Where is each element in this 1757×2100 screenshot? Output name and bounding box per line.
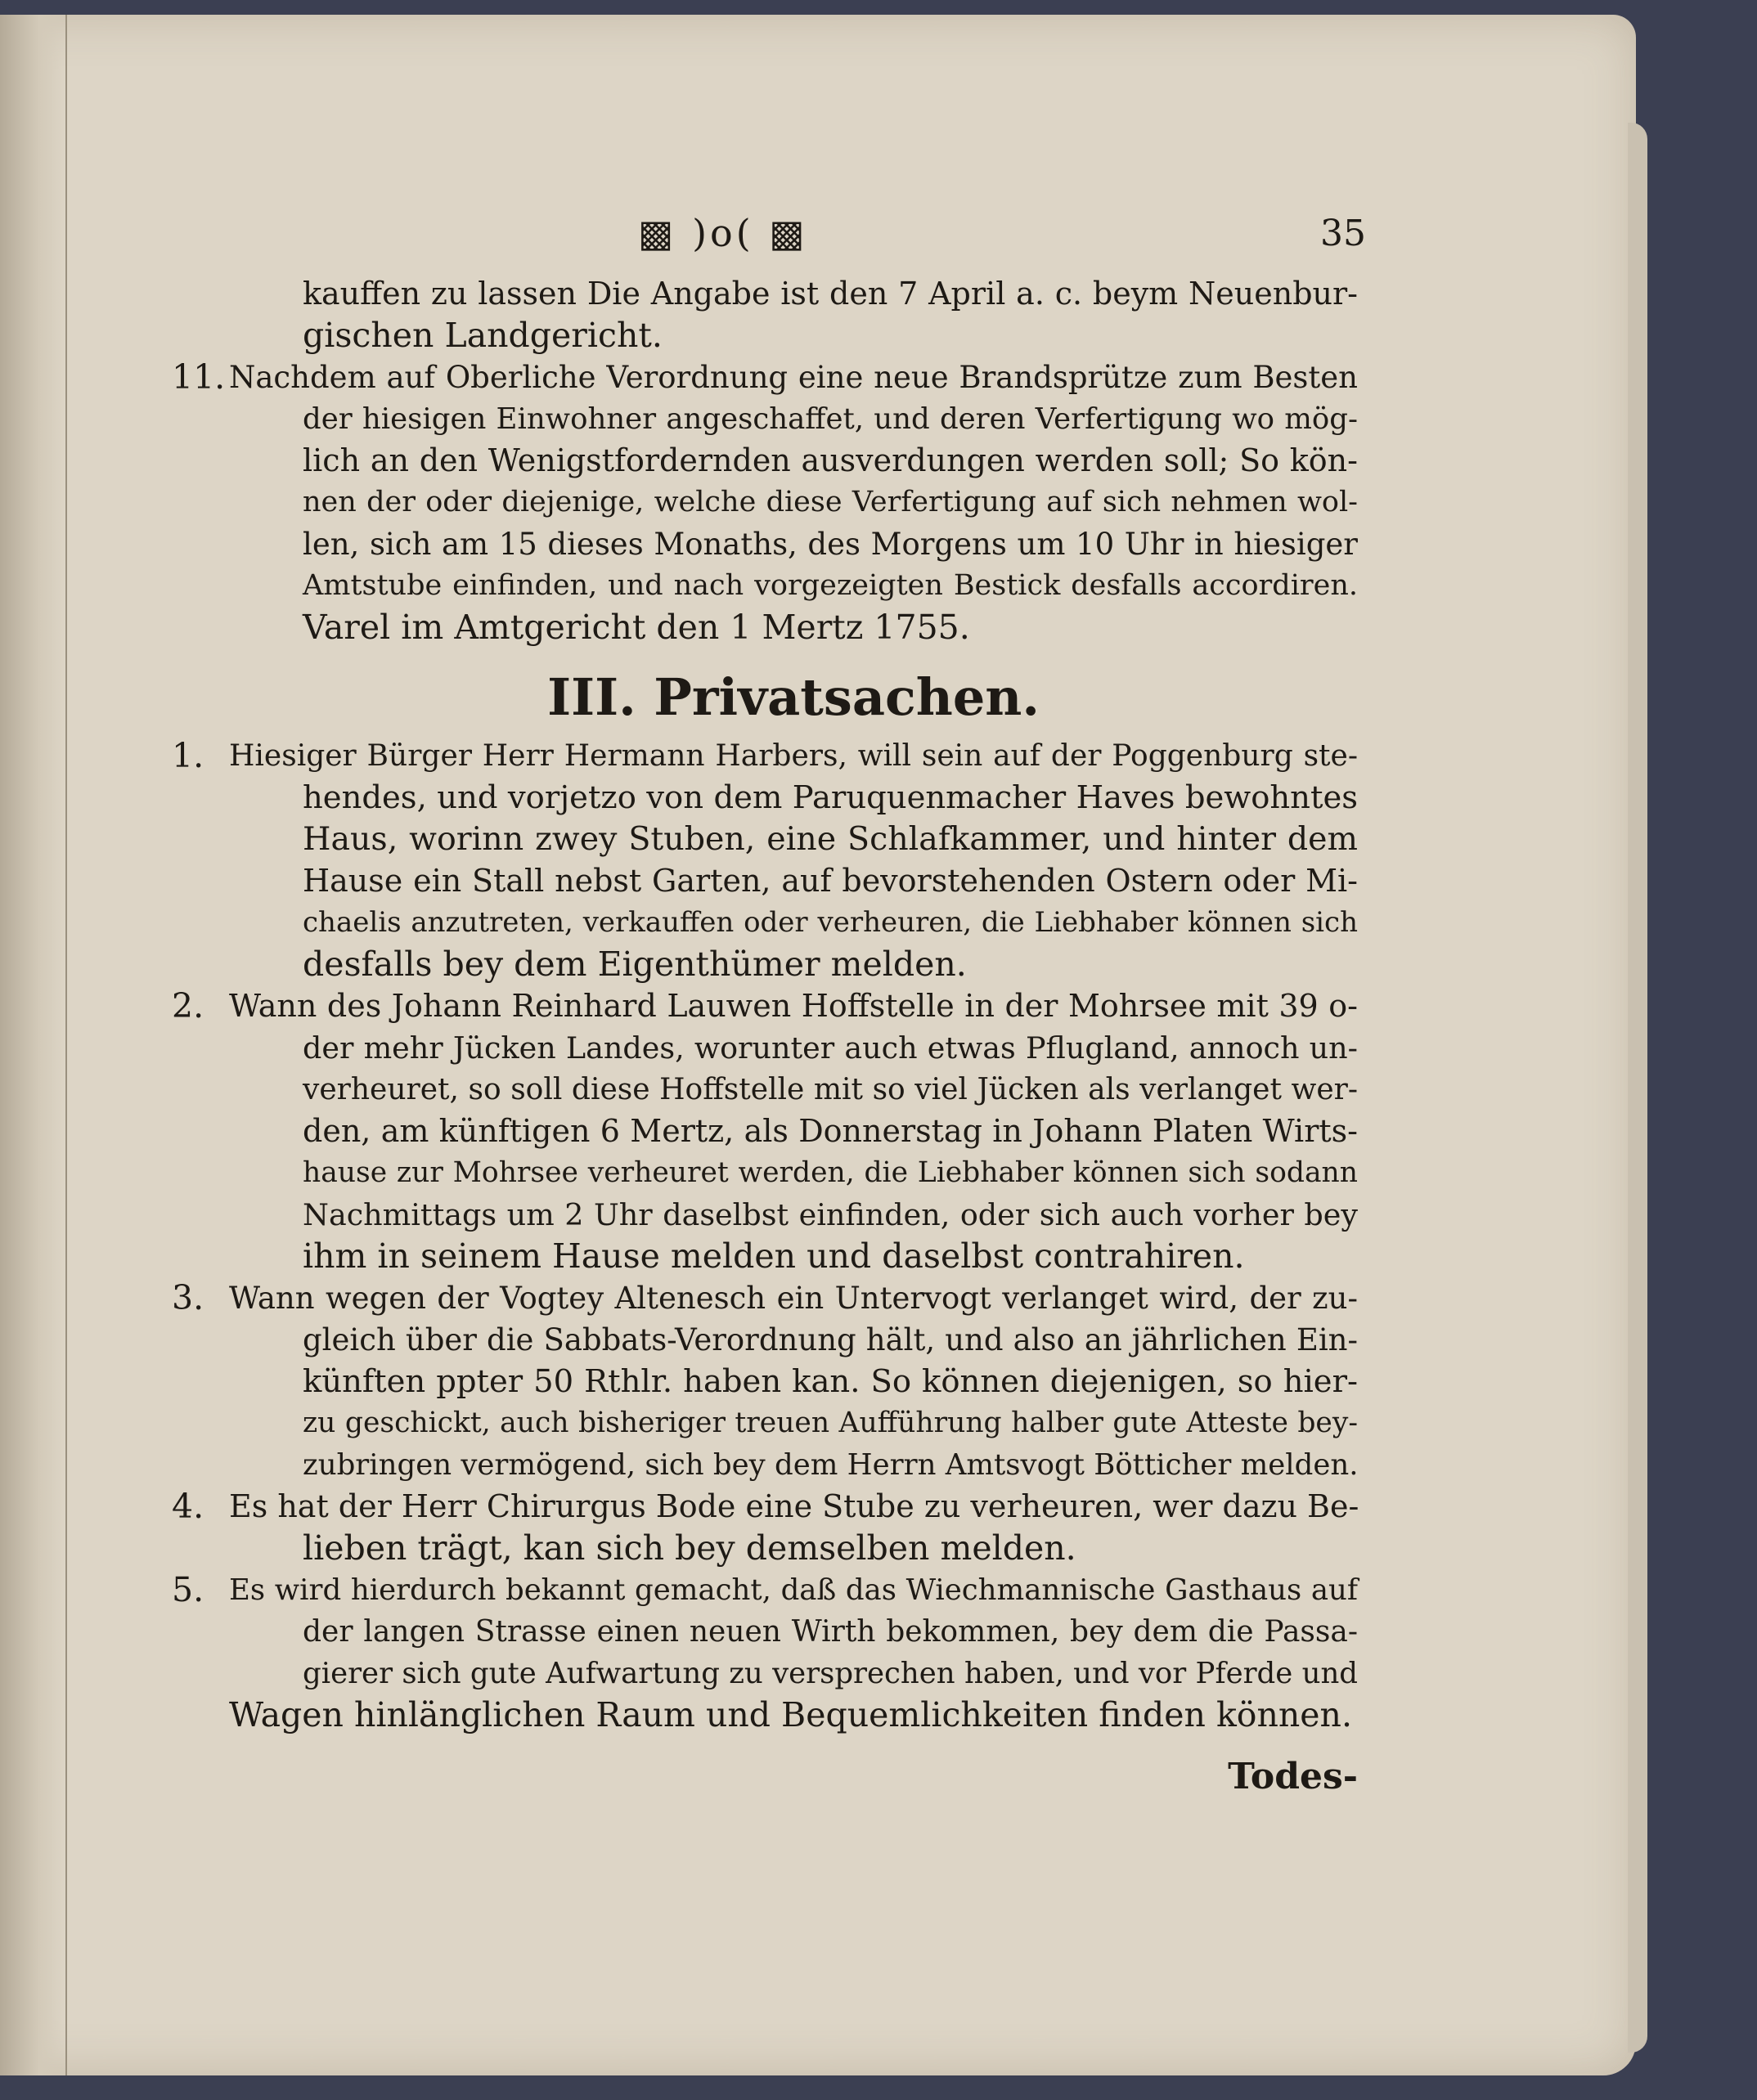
text-line: Es hat der Herr Chirurgus Bode eine Stube zu verheuren, wer dazu Be- <box>229 1488 1359 1524</box>
page-text <box>172 211 1366 1797</box>
text-line: Hiesiger Bürger Herr Hermann Harbers, will sein auf der Poggenburg ste- <box>229 739 1358 773</box>
text-line: len, sich am 15 dieses Monaths, des Morgens um 10 Uhr in hiesiger <box>303 527 1358 562</box>
text-line: der hiesigen Einwohner angeschaffet, und deren Verfertigung wo mög- <box>303 402 1358 436</box>
notice-item-4 <box>172 1486 1359 1569</box>
notice-item-11 <box>172 357 1358 648</box>
item-number: 5. <box>172 1570 204 1609</box>
text-line: Haus, worinn zwey Stuben, eine Schlafkammer, und hinter dem <box>303 820 1358 858</box>
text-line: gleich über die Sabbats-Verordnung hält, und also an jährlichen Ein- <box>303 1322 1358 1357</box>
notice-item-5 <box>172 1569 1359 1736</box>
intro-paragraph <box>229 273 1358 357</box>
header-ornament: ▩ )o( ▩ <box>638 211 808 255</box>
text-line: Es wird hierdurch bekannt gemacht, daß das Wiechmannische Gasthaus auf <box>229 1573 1358 1607</box>
text-line: Hause ein Stall nebst Garten, auf bevorstehenden Ostern oder Mi- <box>303 863 1358 899</box>
text-line: der mehr Jücken Landes, worunter auch etwas Pflugland, annoch un- <box>303 1030 1358 1066</box>
notice-item-2 <box>172 985 1358 1277</box>
text-line: hause zur Mohrsee verheuret werden, die Liebhaber können sich sodann <box>303 1156 1358 1189</box>
text-line: verheuret, so soll diese Hoffstelle mit so viel Jücken als verlanget wer- <box>303 1073 1358 1106</box>
text-line: nen der oder diejenige, welche diese Verfertigung auf sich nehmen wol- <box>303 486 1358 518</box>
text-line: lieben trägt, kan sich bey demselben melden. <box>303 1528 1076 1568</box>
text-line: lich an den Wenigstfordernden ausverdungen werden soll; So kön- <box>303 442 1358 478</box>
text-line: desfalls bey dem Eigenthümer melden. <box>303 945 967 984</box>
text-line: ihm in seinem Hause melden und daselbst contrahiren. <box>303 1236 1245 1276</box>
section-heading: III. Privatsachen. <box>547 667 1040 727</box>
item-number: 3. <box>172 1278 204 1317</box>
item-number: 2. <box>172 986 204 1025</box>
item-number: 4. <box>172 1487 204 1526</box>
notice-item-1 <box>172 735 1358 985</box>
text-line: künften ppter 50 Rthlr. haben kan. So können diejenigen, so hier- <box>303 1363 1358 1400</box>
text-line: Varel im Amtgericht den 1 Mertz 1755. <box>303 608 970 647</box>
text-line: Nachdem auf Oberliche Verordnung eine neue Brandsprütze zum Besten <box>229 360 1358 395</box>
text-line: zubringen vermögend, sich bey dem Herrn Amtsvogt Bötticher melden. <box>303 1448 1359 1482</box>
text-line: den, am künftigen 6 Mertz, als Donnerstag in Johann Platen Wirts- <box>303 1113 1358 1149</box>
item-number: 11. <box>172 357 226 397</box>
page-number: 35 <box>1320 213 1366 254</box>
notice-item-3 <box>172 1277 1359 1486</box>
catchword: Todes- <box>1228 1756 1358 1797</box>
text-line: Amtstube einfinden, und nach vorgezeigten Bestick desfalls accordiren. <box>303 569 1358 602</box>
text-line: zu geschickt, auch bisheriger treuen Aufführung halber gute Atteste bey- <box>303 1407 1358 1439</box>
text-line: Wagen hinlänglichen Raum und Bequemlichkeiten finden können. <box>229 1695 1352 1734</box>
page-gutter <box>0 15 67 2075</box>
text-line: gischen Landgericht. <box>303 316 663 355</box>
text-line: Nachmittags um 2 Uhr daselbst einfinden, oder sich auch vorher bey <box>303 1197 1358 1232</box>
text-line: Wann wegen der Vogtey Altenesch ein Untervogt verlanget wird, der zu- <box>229 1281 1358 1316</box>
text-line: kauffen zu lassen Die Angabe ist den 7 April a. c. beym Neuenbur- <box>303 276 1358 312</box>
text-line: Wann des Johann Reinhard Lauwen Hoffstelle in der Mohrsee mit 39 o- <box>229 988 1358 1024</box>
text-line: gierer sich gute Aufwartung zu versprechen haben, und vor Pferde und <box>303 1657 1359 1690</box>
text-line: hendes, und vorjetzo von dem Paruquenmacher Haves bewohntes <box>303 779 1358 816</box>
item-number: 1. <box>172 736 204 775</box>
text-line: chaelis anzutreten, verkauffen oder verheuren, die Liebhaber können sich <box>303 906 1358 939</box>
text-line: der langen Strasse einen neuen Wirth bekommen, bey dem die Passa- <box>303 1615 1358 1649</box>
page-header <box>229 211 1366 270</box>
page-edge <box>1628 123 1647 2053</box>
